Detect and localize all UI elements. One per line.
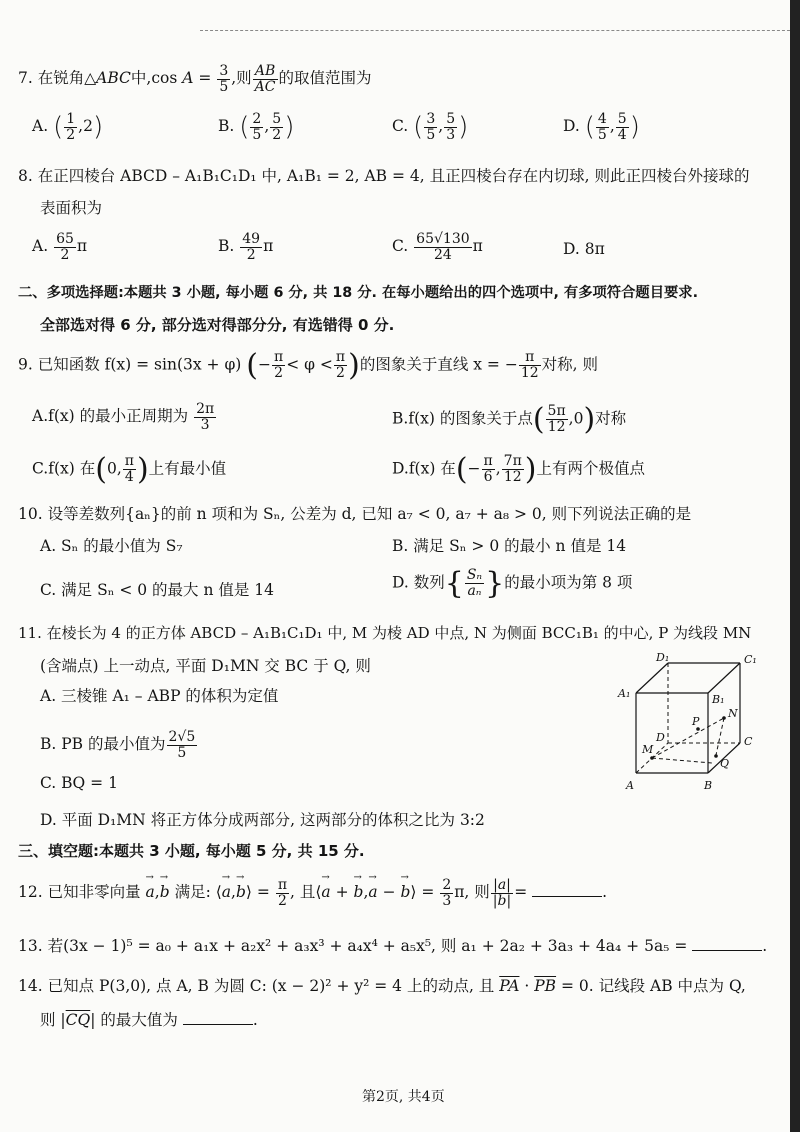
label-d: D (656, 731, 665, 744)
label-b: B (704, 779, 713, 792)
point-m (650, 756, 654, 760)
q9-option-a: A.f(x) 的最小正周期为 $\frac{2\pi}{3}$ (32, 401, 215, 433)
q8-option-c: C. $\frac{65√130}{24}$ π (392, 231, 483, 263)
label-c: C (744, 735, 753, 748)
q7-option-d: D. ( $\frac{4}{5}$ , $\frac{5}{4}$ ) (563, 111, 640, 143)
section-2-title: 二、多项选择题:本题共 3 小题, 每小题 6 分, 共 18 分. 在每小题给出的四个选项中, 有多项符合题目要求. (18, 285, 699, 301)
q11-option-a: A. 三棱锥 A₁ – ABP 的体积为定值 (40, 687, 279, 705)
label-n: N (728, 707, 738, 720)
q9-option-c: C.f(x) 在(0, $\frac{\pi}{4}$ )上有最小值 (32, 452, 227, 487)
question-10-stem: 10. 设等差数列{aₙ}的前 n 项和为 Sₙ, 公差为 d, 已知 a₇ < 0, a₇ + a₈ > 0, 则下列说法正确的是 (18, 505, 692, 523)
q10-option-a: A. Sₙ 的最小值为 S₇ (40, 537, 183, 555)
label-p: P (692, 715, 700, 728)
question-11-stem-2: (含端点) 上一动点, 平面 D₁MN 交 BC 于 Q, 则 (40, 657, 371, 675)
question-14-line1: 14. 已知点 P(3,0), 点 A, B 为圆 C: (x − 2)² + y² = 4 上的动点, 且 $\overline{PA} \cdot \overline{PB} = 0$. 记线段 AB 中点为 Q, (18, 977, 746, 995)
q7-option-b: B. ( $\frac{2}{5}$ , $\frac{5}{2}$ ) (218, 111, 295, 143)
question-7-stem: 7. 在锐角△ABC中,cos A = $\frac{3}{5}$ ,则 $\frac{AB}{AC}$ 的取值范围为 (18, 63, 372, 95)
q7-option-a: A. ( $\frac{1}{2}$ ,2) (32, 111, 104, 143)
q10-option-d: D. 数列{ $\frac{\text{Sₙ}}{\text{aₙ}}$ }的最小项为第 8 项 (392, 566, 633, 601)
q8-option-d: D. 8π (563, 240, 605, 258)
question-8-stem: 8. 在正四棱台 ABCD – A₁B₁C₁D₁ 中, A₁B₁ = 2, AB = 4, 且正四棱台存在内切球, 则此正四棱台外接球的 (18, 167, 750, 185)
q9-option-b: B.f(x) 的图象关于点( $\frac{5\pi}{12}$ ,0)对称 (392, 402, 627, 437)
top-dashed-line (200, 30, 800, 31)
q8-option-b: B. $\frac{49}{2}$ π (218, 231, 274, 263)
q8-option-a: A. $\frac{65}{2}$ π (32, 231, 88, 263)
q11-option-c: C. BQ = 1 (40, 774, 118, 792)
point-q (714, 754, 718, 758)
q13-answer-blank[interactable] (692, 950, 762, 951)
q10-option-c: C. 满足 Sₙ < 0 的最大 n 值是 14 (40, 581, 275, 599)
q14-answer-blank[interactable] (183, 1024, 253, 1025)
question-14-line2: 则 $|\overline{CQ}|$ 的最大值为 . (40, 1011, 258, 1029)
label-q: Q (720, 757, 730, 770)
question-11-stem: 11. 在棱长为 4 的正方体 ABCD – A₁B₁C₁D₁ 中, M 为棱 AD 中点, N 为侧面 BCC₁B₁ 的中心, P 为线段 MN (18, 624, 752, 642)
section-3-title: 三、填空题:本题共 3 小题, 每小题 5 分, 共 15 分. (18, 842, 365, 860)
section-2-rules: 全部选对得 6 分, 部分选对得部分分, 有选错得 0 分. (40, 316, 395, 334)
question-8-stem-2: 表面积为 (40, 199, 103, 217)
scan-edge (790, 0, 800, 1132)
label-d1: D₁ (656, 651, 670, 664)
q10-option-b: B. 满足 Sₙ > 0 的最小 n 值是 14 (392, 537, 627, 555)
label-c1: C₁ (744, 653, 757, 666)
cube-figure (612, 645, 782, 805)
q12-answer-blank[interactable] (532, 896, 602, 897)
label-b1: B₁ (712, 693, 725, 706)
q7-option-c: C. ( $\frac{3}{5}$ , $\frac{5}{3}$ ) (392, 111, 469, 143)
label-a: A (626, 779, 634, 792)
label-a1: A₁ (618, 687, 631, 700)
question-13: 13. 若(3x − 1)⁵ = a₀ + a₁x + a₂x² + a₃x³ + a₄x⁴ + a₅x⁵, 则 a₁ + 2a₂ + 3a₃ + 4a₄ + 5a₅ = . (18, 937, 768, 955)
label-m: M (642, 743, 654, 756)
page-footer: 第2页, 共4页 (362, 1089, 445, 1105)
question-12: 12. 已知非零向量 → a,→ b 满足: ⟨→ a,→ b⟩ = $\frac{\pi}{2}$ , 且⟨→ a + → b,→ a − → b⟩ = $\frac{2}{3}$ π, 则 $\frac{|a|}{|b|}$ = . (18, 878, 607, 908)
point-n (722, 716, 726, 720)
q9-option-d: D.f(x) 在(− $\frac{\pi}{6}$ , $\frac{7\pi}{12}$ )上有两个极值点 (392, 452, 646, 487)
q11-option-d: D. 平面 D₁MN 将正方体分成两部分, 这两部分的体积之比为 3:2 (40, 811, 485, 829)
q11-option-b: B. PB 的最小值为 $\frac{2√5}{5}$ (40, 729, 196, 761)
question-9-stem: 9. 已知函数 f(x) = sin(3x + φ) (− $\frac{\pi}{2}$ < φ < $\frac{\pi}{2}$ )的图象关于直线 x = − $\frac{\pi}{12}$ 对称, 则 (18, 348, 598, 383)
